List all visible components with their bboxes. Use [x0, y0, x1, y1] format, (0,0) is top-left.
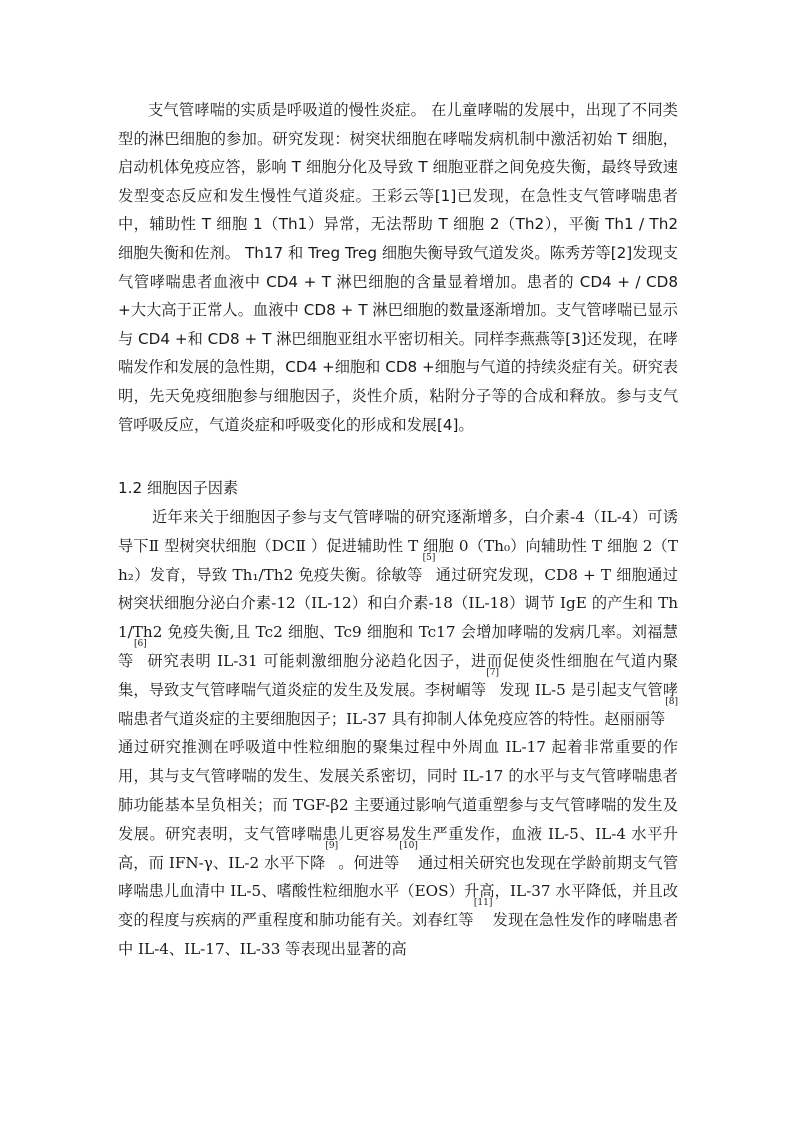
citation-6: [6] — [133, 638, 147, 649]
citation-7: [7] — [486, 667, 500, 678]
section-heading-cytokines: 1.2 细胞因子因素 — [118, 479, 239, 497]
text-segment: 。何进等 — [338, 853, 400, 872]
citation-5: [5] — [422, 552, 436, 563]
citation-10: [10] — [399, 840, 418, 851]
text-segment: 近年来关于细胞因子参与支气管哮喘的研究逐渐增多，白介素-4（IL-4）可诱导下Ⅱ 型树突状细胞（DCⅡ ）促进辅助性 T 细胞 0（Th₀）向辅助性 T 细胞 2（Th₂）发育，导致 Th₁/Th2 免疫失衡。徐敏等 — [118, 508, 678, 584]
text-segment: 通过相关研究也发现在学龄前期支气管哮喘患儿血清中 IL-5、嗜酸性粒细胞水平（EOS）升高，IL-37 水平降低，并且改变的程度与疾病的严重程度和肺功能有关。刘春红等 — [118, 853, 679, 930]
paragraph-immune-cells: 支气管哮喘的实质是呼吸道的慢性炎症。 在儿童哮喘的发展中，出现了不同类型的淋巴细胞的参加。研究发现：树突状细胞在哮喘发病机制中激活初始 T 细胞，启动机体免疫应答，影响 T 细胞分化及导致 T 细胞亚群之间免疫失衡，最终导致速发型变态反应和发生慢性气道炎症。王彩云等[1]已发现，在急性支气管哮喘患者中，辅助性 T 细胞 1（Th1）异常，无法帮助 T 细胞 2（Th2），平衡 Th1 / Th2 细胞失衡和佐剂。 Th17 和 Treg Treg 细胞失衡导致气道发炎。陈秀芳等[2]发现支气管哮喘患者血液中 CD4 + T 淋巴细胞的含量显着增加。患者的 CD4 + / CD8 +大大高于正常人。血液中 CD8 + T 淋巴细胞的数量逐渐增加。支气管哮喘已显示与 CD4 +和 CD8 + T 淋巴细胞亚组水平密切相关。同样李燕燕等[3]还发现，在哮喘发作和发展的急性期，CD4 +细胞和 CD8 +细胞与气道的持续炎症有关。研究表明，先天免疫细胞参与细胞因子，炎性介质，粘附分子等的合成和释放。参与支气管呼吸反应，气道炎症和呼吸变化的形成和发展[4]。 — [118, 101, 678, 434]
text-segment: 发现在急性发作的哮喘患者中 IL-4、IL-17、IL-33 等表现出显著的高 — [118, 911, 679, 958]
paragraph-cytokines — [118, 503, 678, 964]
citation-8: [8] — [665, 696, 678, 707]
text-segment: 发现 IL-5 是引起支气管哮喘患者气道炎症的主要细胞因子；IL-37 具有抑制人体免疫应答的特性。赵丽丽等 — [118, 680, 679, 728]
text-segment: 研究表明 IL-31 可能刺激细胞分泌趋化因子，进而促使炎性细胞在气道内聚集，导致支气管哮喘气道炎症的发生及发展。李树嵋等 — [118, 651, 678, 699]
citation-11: [11] — [473, 898, 493, 909]
text-segment: 通过研究发现，CD8 + T 细胞通过树突状细胞分泌白介素-12（IL-12）和白介素-18（IL-18）调节 IgE 的产生和 Th1/Th2 免疫失衡,且 Tc2 细胞、Tc9 细胞和 Tc17 会增加哮喘的发病几率。刘福慧等 — [118, 565, 678, 670]
text-segment: 通过研究推测在呼吸道中性粒细胞的聚集过程中外周血 IL-17 起着非常重要的作用，其与支气管哮喘的发生、发展关系密切，同时 IL-17 的水平与支气管哮喘患者肺功能基本呈负相关；而 TGF-β2 主要通过影响气道重塑参与支气管哮喘的发生及发展。研究表明，支气管哮喘患儿更容易发生严重发作，血液 IL-5、IL-4 水平升高，而 IFN-γ、IL-2 水平下降 — [118, 738, 678, 872]
citation-9: [9] — [325, 840, 339, 851]
